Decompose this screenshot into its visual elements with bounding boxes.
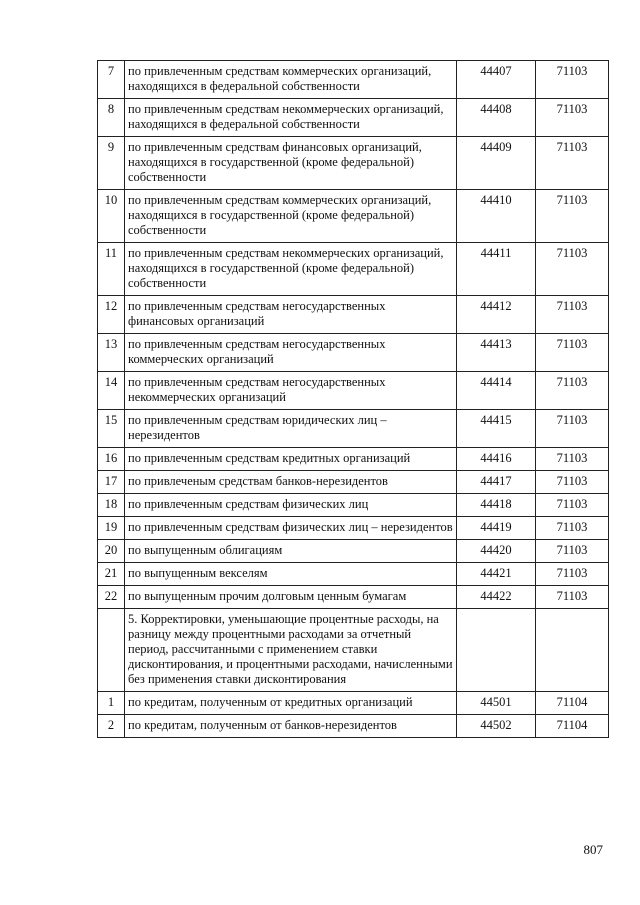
row-number: 11 xyxy=(98,243,125,296)
row-description: по привлеченным средствам финансовых организаций, находящихся в государственной (кроме федеральной) собственности xyxy=(125,137,457,190)
row-number: 13 xyxy=(98,334,125,372)
row-number: 7 xyxy=(98,61,125,99)
account-code: 44413 xyxy=(457,334,536,372)
row-description: по привлеченным средствам кредитных организаций xyxy=(125,448,457,471)
row-description: по привлеченным средствам коммерческих организаций, находящихся в государственной (кроме федеральной) собственности xyxy=(125,190,457,243)
row-number: 22 xyxy=(98,586,125,609)
account-code: 44412 xyxy=(457,296,536,334)
account-code: 44501 xyxy=(457,692,536,715)
row-description: по привлеченным средствам юридических лиц – нерезидентов xyxy=(125,410,457,448)
row-number: 1 xyxy=(98,692,125,715)
row-number: 12 xyxy=(98,296,125,334)
row-number: 18 xyxy=(98,494,125,517)
symbol-code: 71103 xyxy=(536,372,609,410)
table-row xyxy=(98,471,609,494)
row-description: по привлеченным средствам коммерческих организаций, находящихся в федеральной собственности xyxy=(125,61,457,99)
table-row xyxy=(98,586,609,609)
row-number: 14 xyxy=(98,372,125,410)
table-row xyxy=(98,296,609,334)
table-row xyxy=(98,334,609,372)
account-code: 44418 xyxy=(457,494,536,517)
row-description: по кредитам, полученным от кредитных организаций xyxy=(125,692,457,715)
account-code: 44502 xyxy=(457,715,536,738)
table-row xyxy=(98,494,609,517)
table-row xyxy=(98,609,609,692)
page-number: 807 xyxy=(583,842,603,857)
account-code: 44422 xyxy=(457,586,536,609)
table-row xyxy=(98,243,609,296)
symbol-code: 71103 xyxy=(536,296,609,334)
row-description: по привлеченым средствам банков-нерезидентов xyxy=(125,471,457,494)
symbol-code xyxy=(536,609,609,692)
row-number: 8 xyxy=(98,99,125,137)
table-row xyxy=(98,190,609,243)
accounts-table xyxy=(97,60,609,738)
account-code: 44421 xyxy=(457,563,536,586)
row-description: по привлеченным средствам негосударственных финансовых организаций xyxy=(125,296,457,334)
account-code: 44409 xyxy=(457,137,536,190)
account-code: 44407 xyxy=(457,61,536,99)
account-code: 44408 xyxy=(457,99,536,137)
table-row xyxy=(98,410,609,448)
symbol-code: 71103 xyxy=(536,540,609,563)
row-description: по привлеченным средствам некоммерческих организаций, находящихся в государственной (кроме федеральной) собственности xyxy=(125,243,457,296)
account-code: 44411 xyxy=(457,243,536,296)
table-row xyxy=(98,692,609,715)
row-description: по привлеченным средствам негосударственных коммерческих организаций xyxy=(125,334,457,372)
symbol-code: 71103 xyxy=(536,494,609,517)
symbol-code: 71103 xyxy=(536,99,609,137)
table-row xyxy=(98,61,609,99)
table-row xyxy=(98,137,609,190)
row-description: по выпущенным облигациям xyxy=(125,540,457,563)
account-code: 44420 xyxy=(457,540,536,563)
row-number: 21 xyxy=(98,563,125,586)
symbol-code: 71103 xyxy=(536,243,609,296)
row-description: по привлеченным средствам негосударственных некоммерческих организаций xyxy=(125,372,457,410)
row-number: 20 xyxy=(98,540,125,563)
symbol-code: 71104 xyxy=(536,692,609,715)
row-description: по выпущенным прочим долговым ценным бумагам xyxy=(125,586,457,609)
account-code: 44415 xyxy=(457,410,536,448)
table-row xyxy=(98,448,609,471)
table-row xyxy=(98,517,609,540)
symbol-code: 71103 xyxy=(536,448,609,471)
account-code xyxy=(457,609,536,692)
symbol-code: 71103 xyxy=(536,586,609,609)
symbol-code: 71103 xyxy=(536,517,609,540)
table-row xyxy=(98,372,609,410)
account-code: 44419 xyxy=(457,517,536,540)
symbol-code: 71103 xyxy=(536,190,609,243)
row-description: по кредитам, полученным от банков-нерезидентов xyxy=(125,715,457,738)
symbol-code: 71103 xyxy=(536,563,609,586)
row-number: 17 xyxy=(98,471,125,494)
row-number: 10 xyxy=(98,190,125,243)
symbol-code: 71103 xyxy=(536,137,609,190)
row-description: по привлеченным средствам физических лиц – нерезидентов xyxy=(125,517,457,540)
account-code: 44414 xyxy=(457,372,536,410)
symbol-code: 71103 xyxy=(536,61,609,99)
row-number: 16 xyxy=(98,448,125,471)
row-description: по привлеченным средствам некоммерческих организаций, находящихся в федеральной собственности xyxy=(125,99,457,137)
symbol-code: 71104 xyxy=(536,715,609,738)
account-code: 44416 xyxy=(457,448,536,471)
table-row xyxy=(98,715,609,738)
table-row xyxy=(98,99,609,137)
row-number: 9 xyxy=(98,137,125,190)
row-number: 19 xyxy=(98,517,125,540)
row-description: по выпущенным векселям xyxy=(125,563,457,586)
table-row xyxy=(98,563,609,586)
row-number: 15 xyxy=(98,410,125,448)
account-code: 44417 xyxy=(457,471,536,494)
symbol-code: 71103 xyxy=(536,471,609,494)
table-row xyxy=(98,540,609,563)
account-code: 44410 xyxy=(457,190,536,243)
symbol-code: 71103 xyxy=(536,334,609,372)
section-heading: 5. Корректировки, уменьшающие процентные расходы, на разницу между процентными расходами за отчетный период, рассчитанными с применением ставки дисконтирования, и процентными расходами, начисленными без применения ставки дисконтирования xyxy=(125,609,457,692)
row-description: по привлеченным средствам физических лиц xyxy=(125,494,457,517)
row-number: 2 xyxy=(98,715,125,738)
symbol-code: 71103 xyxy=(536,410,609,448)
row-number xyxy=(98,609,125,692)
